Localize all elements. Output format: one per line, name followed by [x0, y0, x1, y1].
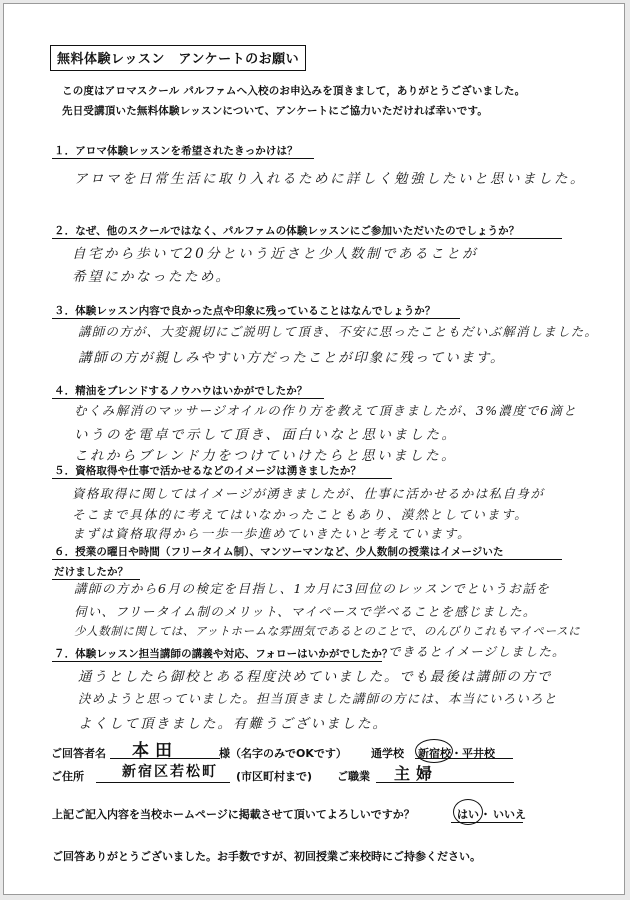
question-6-answer-line-3: 少人数制に関しては、アットホームな雰囲気であるとのことで、のんびりこれもマイペースに: [74, 624, 581, 638]
address-underline: [96, 782, 230, 783]
respondent-name-value: 本田: [132, 741, 178, 761]
consent-no-option[interactable]: いいえ: [493, 808, 526, 821]
school-label: 通学校: [371, 747, 404, 760]
question-7-answer-line-1: 通うとしたら御校とある程度決めていました。でも最後は講師の方で: [78, 669, 553, 685]
consent-yes-option[interactable]: はい: [457, 808, 479, 821]
question-3-answer-line-2: 講師の方が親しみやすい方だったことが印象に残っています。: [78, 350, 506, 366]
question-5-label: ５．資格取得や仕事で活かせるなどのイメージは湧きましたか？: [54, 465, 362, 477]
question-6-answer-line-1: 講師の方から6月の検定を目指し、1カ月に3回位のレッスンでというお話を: [74, 581, 551, 596]
question-4-answer-line-2: いうのを電卓で示して頂き、面白いなと思いました。: [74, 427, 458, 443]
job-underline: [376, 782, 514, 783]
question-5-underline: [52, 478, 392, 479]
school-underline: [415, 758, 513, 759]
intro-line-2: 先日受講頂いた無料体験レッスンについて、アンケートにご協力いただければ幸いです。: [62, 105, 489, 117]
question-2-label: ２．なぜ、他のスクールではなく、パルファムの体験レッスンにご参加いただいたのでしょうか？: [54, 225, 520, 237]
question-3-answer-line-1: 講師の方が、大変親切にご説明して頂き、不安に思ったこともだいぶ解消しました。: [78, 324, 599, 339]
survey-title: 無料体験レッスン アンケートのお願い: [50, 45, 306, 71]
question-1-answer-line-1: アロマを日常生活に取り入れるために詳しく勉強したいと思いました。: [74, 171, 586, 187]
question-6-underline: [52, 559, 562, 560]
survey-sheet: [3, 3, 625, 895]
intro-line-1: この度はアロマスクール パルファムへ入校のお申込みを頂きまして，ありがとうございました。: [62, 85, 526, 97]
question-1-label: １．アロマ体験レッスンを希望されたきっかけは？: [54, 145, 298, 157]
job-value: 主婦: [394, 764, 439, 783]
consent-question: 上記ご記入内容を当校ホームページに掲載させて頂いてよろしいですか？: [52, 808, 415, 821]
question-7-answer-line-2: 決めようと思っていました。担当頂きました講師の方には、本当にいろいろと: [78, 691, 558, 706]
question-4-answer-line-3: これからブレンド力をつけていけたらと思いました。: [74, 448, 458, 464]
question-7-label: ７．体験レッスン担当講師の講義や対応、フォローはいかがでしたか？: [54, 648, 393, 660]
respondent-name-label: ご回答者名: [51, 747, 106, 760]
address-note: (市区町村まで): [236, 770, 313, 783]
question-2-underline: [52, 238, 562, 239]
address-value: 新宿区若松町: [122, 764, 218, 780]
question-5-answer-line-3: まずは資格取得から一歩一歩進めていきたいと考えています。: [72, 526, 472, 541]
address-label: ご住所: [51, 770, 84, 783]
question-5-answer-line-1: 資格取得に関してはイメージが湧きましたが、仕事に活かせるかは私自身が: [72, 486, 545, 501]
job-label: ご職業: [337, 770, 370, 783]
question-2-answer-line-1: 自宅から歩いて20分という近さと少人数制であることが: [72, 246, 479, 262]
question-7-underline: [52, 661, 382, 662]
question-2-answer-line-2: 希望にかなったため。: [72, 269, 232, 285]
question-5-answer-line-2: そこまで具体的に考えてはいなかったこともあり、漠然としています。: [72, 507, 529, 522]
consent-underline: [451, 822, 523, 823]
closing-message: ご回答ありがとうございました。お手数ですが、初回授業ご来校時にご持参ください。: [52, 850, 481, 863]
question-6-answer-line-4: できるとイメージしました。: [388, 644, 566, 659]
question-6-answer-line-2: 伺い、フリータイム制のメリット、マイペースで学べることを感じました。: [74, 604, 537, 619]
consent-separator: ・: [480, 808, 491, 821]
question-3-label: ３．体験レッスン内容で良かった点や印象に残っていることはなんでしょうか？: [54, 305, 436, 317]
question-6-label-continued: だけましたか？: [54, 566, 129, 578]
respondent-name-suffix: 様（名字のみでOKです）: [219, 747, 347, 760]
question-7-answer-line-3: よくして頂きました。有難うございました。: [78, 716, 388, 732]
question-1-underline: [52, 158, 314, 159]
question-6-label: ６．授業の曜日や時間（フリータイム制）、マンツーマンなど、少人数制の授業はイメージいた: [54, 546, 504, 558]
question-4-label: ４．精油をブレンドするノウハウはいかがでしたか？: [54, 385, 308, 397]
question-4-answer-line-1: むくみ解消のマッサージオイルの作り方を教えて頂きましたが、3%濃度で6滴と: [74, 403, 578, 418]
school-value: 新宿校・平井校: [418, 747, 495, 760]
question-4-underline: [52, 398, 324, 399]
respondent-name-underline: [110, 758, 220, 759]
question-3-underline: [52, 318, 460, 319]
